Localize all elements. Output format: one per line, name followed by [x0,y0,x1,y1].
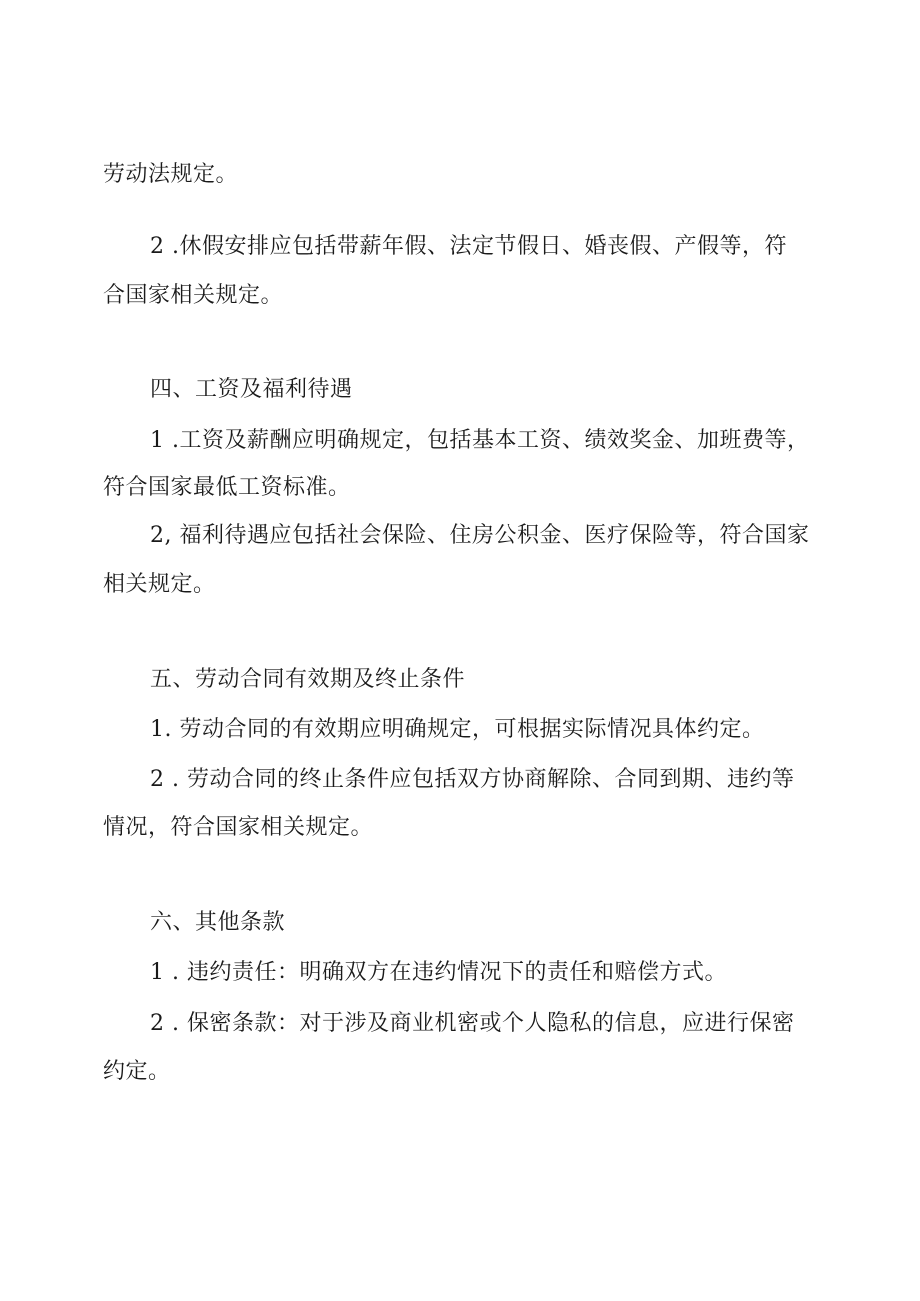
text-line: 约定。 [103,1059,171,1084]
text-line: 符合国家最低工资标准。 [103,475,351,500]
text-line: 相关规定。 [103,572,216,597]
text-line: 合国家相关规定。 [103,283,284,308]
section-heading: 五、劳动合同有效期及终止条件 [150,667,466,692]
text-line: 2 .休假安排应包括带薪年假、法定节假日、婚丧假、产假等，符 [150,234,787,259]
section-heading: 六、其他条款 [150,910,286,935]
text-line: 2, 福利待遇应包括社会保险、住房公积金、医疗保险等，符合国家 [150,523,810,548]
text-line: 2 . 保密条款：对于涉及商业机密或个人隐私的信息，应进行保密 [150,1011,795,1036]
text-line: 1 .工资及薪酬应明确规定，包括基本工资、绩效奖金、加班费等， [150,428,810,453]
text-line: 劳动法规定。 [103,162,239,187]
text-line: 1. 劳动合同的有效期应明确规定，可根据实际情况具体约定。 [150,717,765,742]
text-line: 情况，符合国家相关规定。 [103,815,374,840]
text-line: 2 . 劳动合同的终止条件应包括双方协商解除、合同到期、违约等 [150,767,795,792]
section-heading: 四、工资及福利待遇 [150,377,353,402]
text-line: 1 . 违约责任：明确双方在违约情况下的责任和赔偿方式。 [150,960,727,985]
